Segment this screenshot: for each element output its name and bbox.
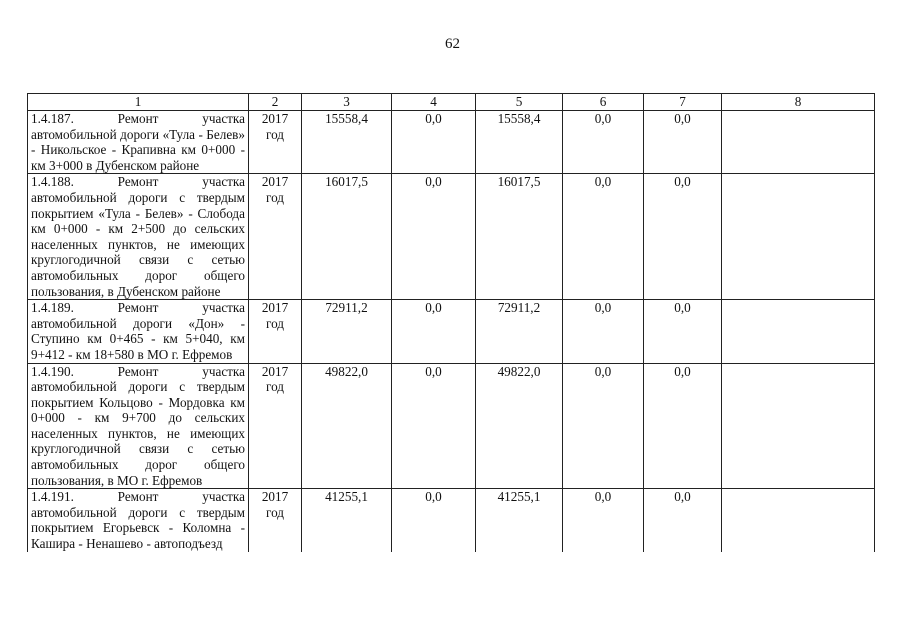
value-col-5: 16017,5 xyxy=(476,174,563,300)
column-header: 8 xyxy=(722,94,875,111)
table-row xyxy=(28,174,875,300)
table-row xyxy=(28,300,875,363)
column-header: 7 xyxy=(644,94,722,111)
item-year: 2017 год xyxy=(249,174,302,300)
column-header: 2 xyxy=(249,94,302,111)
value-col-7: 0,0 xyxy=(644,300,722,363)
value-col-3: 72911,2 xyxy=(302,300,392,363)
table-row xyxy=(28,363,875,489)
value-col-4: 0,0 xyxy=(392,174,476,300)
value-col-6: 0,0 xyxy=(563,300,644,363)
column-header: 5 xyxy=(476,94,563,111)
value-col-8 xyxy=(722,300,875,363)
item-description: 1.4.187. Ремонт участка автомобильной дороги «Тула - Белев» - Никольское - Крапивна км 0+000 - км 3+000 в Дубенском районе xyxy=(28,111,249,174)
table-row xyxy=(28,489,875,552)
value-col-3: 41255,1 xyxy=(302,489,392,552)
value-col-5: 72911,2 xyxy=(476,300,563,363)
data-table xyxy=(27,93,875,552)
value-col-4: 0,0 xyxy=(392,300,476,363)
value-col-5: 49822,0 xyxy=(476,363,563,489)
column-header: 6 xyxy=(563,94,644,111)
value-col-3: 15558,4 xyxy=(302,111,392,174)
column-header: 4 xyxy=(392,94,476,111)
item-description: 1.4.190. Ремонт участка автомобильной дороги с твердым покрытием Кольцово - Мордовка км 0+000 - км 9+700 до сельских населенных пунктов, не имеющих круглогодичной связи с сетью автомобильных дорог общего пользования, в МО г. Ефремов xyxy=(28,363,249,489)
value-col-3: 16017,5 xyxy=(302,174,392,300)
value-col-8 xyxy=(722,174,875,300)
value-col-8 xyxy=(722,111,875,174)
item-year: 2017 год xyxy=(249,363,302,489)
value-col-3: 49822,0 xyxy=(302,363,392,489)
item-description: 1.4.188. Ремонт участка автомобильной дороги с твердым покрытием «Тула - Белев» - Слобода км 0+000 - км 2+500 до сельских населенных пунктов, не имеющих круглогодичной связи с сетью автомобильных дорог общего пользования, в Дубенском районе xyxy=(28,174,249,300)
value-col-4: 0,0 xyxy=(392,489,476,552)
value-col-6: 0,0 xyxy=(563,363,644,489)
value-col-7: 0,0 xyxy=(644,363,722,489)
column-header: 1 xyxy=(28,94,249,111)
page-number: 62 xyxy=(445,36,460,52)
value-col-5: 41255,1 xyxy=(476,489,563,552)
value-col-6: 0,0 xyxy=(563,111,644,174)
value-col-4: 0,0 xyxy=(392,111,476,174)
value-col-8 xyxy=(722,489,875,552)
value-col-5: 15558,4 xyxy=(476,111,563,174)
item-year: 2017 год xyxy=(249,300,302,363)
column-header: 3 xyxy=(302,94,392,111)
value-col-6: 0,0 xyxy=(563,489,644,552)
value-col-7: 0,0 xyxy=(644,111,722,174)
item-year: 2017 год xyxy=(249,111,302,174)
value-col-7: 0,0 xyxy=(644,174,722,300)
value-col-6: 0,0 xyxy=(563,174,644,300)
table-row xyxy=(28,111,875,174)
item-description: 1.4.189. Ремонт участка автомобильной дороги «Дон» - Ступино км 0+465 - км 5+040, км 9+412 - км 18+580 в МО г. Ефремов xyxy=(28,300,249,363)
value-col-7: 0,0 xyxy=(644,489,722,552)
item-description: 1.4.191. Ремонт участка автомобильной дороги с твердым покрытием Егорьевск - Коломна - Кашира - Ненашево - автоподъезд xyxy=(28,489,249,552)
item-year: 2017 год xyxy=(249,489,302,552)
value-col-4: 0,0 xyxy=(392,363,476,489)
value-col-8 xyxy=(722,363,875,489)
table-header-row xyxy=(28,94,875,111)
